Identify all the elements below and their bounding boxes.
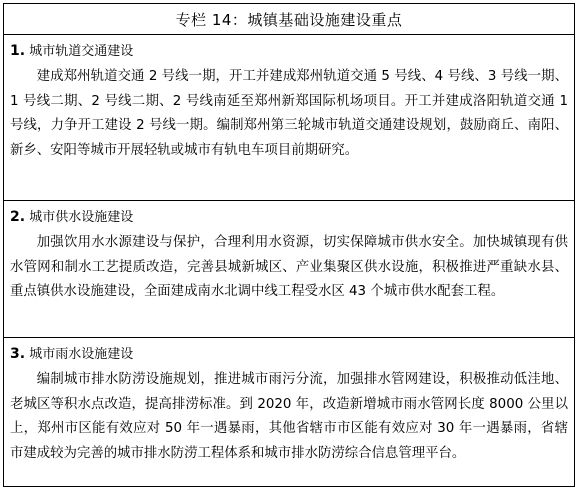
section-number: 2. [10, 209, 26, 225]
column-title: 专栏 14：城镇基础设施建设重点 [4, 4, 574, 35]
section-heading [10, 344, 568, 366]
section-number: 3. [10, 346, 26, 362]
section-heading-text: 城市雨水设施建设 [29, 347, 134, 362]
section-heading-text: 城市供水设施建设 [29, 210, 134, 225]
section-urban-rail-transit [4, 35, 574, 201]
section-number: 1. [10, 43, 26, 59]
section-heading-text: 城市轨道交通建设 [29, 44, 134, 59]
section-heading [10, 207, 568, 229]
column-box [3, 3, 575, 487]
section-body: 加强饮用水水源建设与保护，合理利用水资源，切实保障城市供水安全。加快城镇现有供水管网和制水工艺提质改造，完善县城新城区、产业集聚区供水设施，积极推进严重缺水县、重点镇供水设施建设，全面建成南水北调中线工程受水区 43 个城市供水配套工程。 [10, 235, 568, 299]
section-rainwater [4, 338, 574, 486]
section-body: 编制城市排水防涝设施规划，推进城市雨污分流，加强排水管网建设，积极推动低洼地、老城区等积水点改造，提高排涝标准。到 2020 年，改造新增城市雨水管网长度 8000 公里以上，郑州市区能有效应对 50 年一遇暴雨，其他省辖市市区能有效应对 30 年一遇暴雨，省辖市建成较为完善的城市排水防涝工程体系和城市排水防涝综合信息管理平台。 [10, 372, 568, 461]
section-water-supply [4, 201, 574, 338]
section-heading [10, 41, 568, 63]
section-body: 建成郑州轨道交通 2 号线一期，开工并建成郑州轨道交通 5 号线、4 号线、3 号线一期、1 号线二期、2 号线二期、2 号线南延至郑州新郑国际机场项目。开工并建成洛阳轨道交通 1 号线，力争开工建设 2 号线一期。编制郑州第三轮城市轨道交通建设规划，鼓励商丘、南阳、新乡、安阳等城市开展轻轨或城市有轨电车项目前期研究。 [10, 69, 568, 158]
